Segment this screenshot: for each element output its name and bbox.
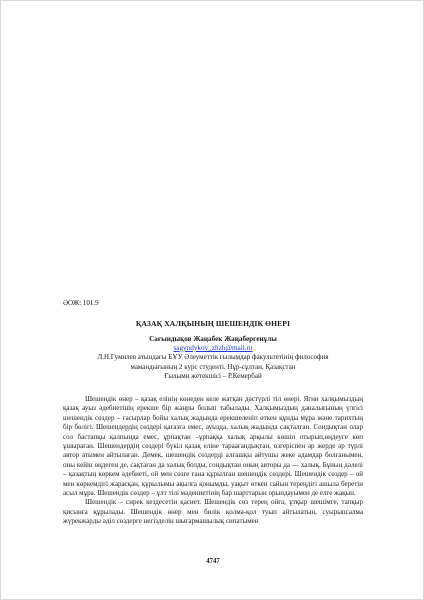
page-number: 4747 [206, 558, 220, 565]
affiliation-line: мамандығының 2 курс студенті. Нұр-сұлтан, Қазақстан [130, 362, 296, 371]
affiliation [41, 353, 385, 382]
udc-code: ӘОЖ: 101.9 [63, 299, 99, 307]
author-email [1, 344, 424, 352]
article-title: ҚАЗАҚ ХАЛҚЫНЫҢ ШЕШЕНДІК ӨНЕРІ [135, 319, 291, 328]
email-link[interactable]: sagyndykov_zhzh@mail.ru [173, 344, 253, 352]
body-paragraph: Шешендік – сирек кездесетін қасиет. Шешендік сөз терең ойға, ұтқыр шешімге, тапқыр қисынға құрылады. Шешендік өнер мен билік қолма-қол туып айтылатын, суырыпсалма жүрекжарды әділ сөздерге негізделін шығармашылық сипатымен [63, 498, 363, 526]
author-name: Сағындықов Жаңабек Жаңабергенұлы [149, 335, 277, 343]
body-paragraph: Шешендік өнер – қазақ елінің көнеден келе жатқан дәстүрлі тіл өнері. Ягни халқымыздың қазақ ауыз әдебиетінің ерекше бір жанры болып табылады. Халқымыздың даналығының үлгісі шешендік сөздер – ғасырлар бойы халық жадында ерекшеленіп өткен құнды мұра және тарихтың бір бөлігі. Шешендердің сөздері қағазға емес, ауызда, халық жадында сақталған. Сондықтан олар сол бастапқы қалпында емес, ұрпақтан –ұрпаққа халық арқылы көшіп отырып,өңдеуге көп ұшыраған. Шешендердің сөздері бүкіл қазақ еліне тараағандықтан, өзгеріспен әр жерде әр түрлі автор атымен айтылаған. Демек, шешендік сөздерді алғашқы айтушы жеке адамдар болғанымен, оны кейін өңдеген де, сақтаған да халық болды, сондықтан оның авторы да — халық. Бұның дәлелі – қазақтың көркем әдебиеті, ой мен сөзге ғана құрылған шешендік сөздері. Шешендік сөздер – ой мен көркемдігі жарасқан, құрылымы ақылға қонымды, уақыт өткен сайын тереңдігі ашыла беретін асыл мұра. Шешендік сөздер – ұлт тілі мәдениетінің бар шарттарын орындауымен де елге жақын. [63, 395, 363, 498]
article-body [63, 395, 363, 527]
affiliation-line: Ғылыми жетекшісі – Р.Кемербай [164, 372, 262, 381]
affiliation-line: Л.Н.Гумилев атындағы ЕҰУ Әлеуметтік ғылымдар факультетінің философия [97, 353, 329, 361]
